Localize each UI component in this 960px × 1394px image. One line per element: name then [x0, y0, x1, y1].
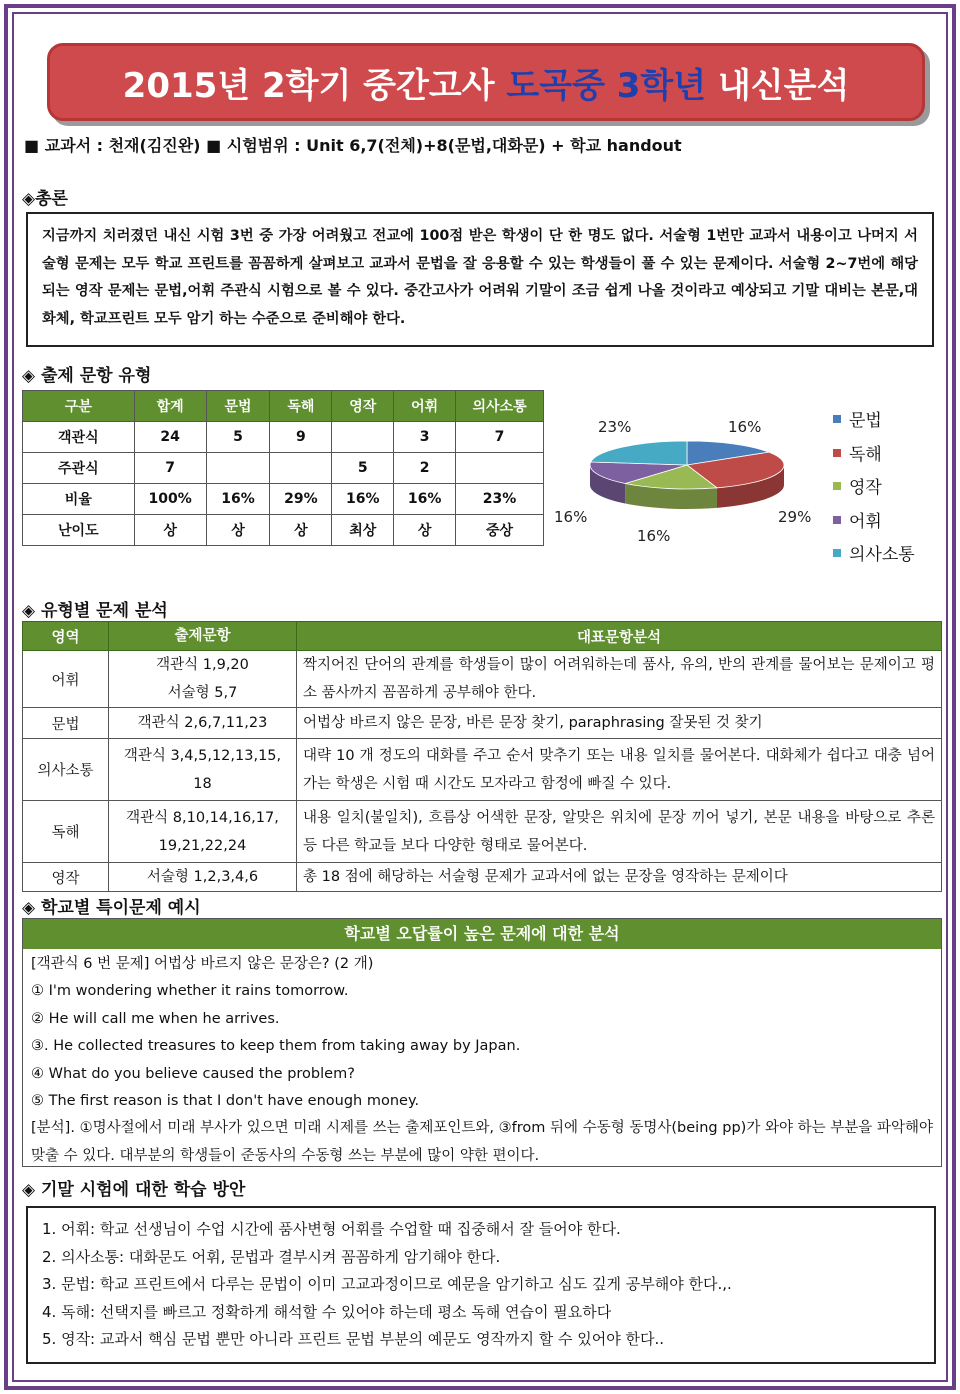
analysis-heading: ◈ 유형별 문제 분석 — [22, 601, 168, 621]
area-cell: 어휘 — [23, 651, 109, 708]
questions-line: 18 — [193, 775, 212, 792]
legend-swatch — [833, 482, 841, 490]
textbook-range-info: ■ 교과서 : 천재(김진완) ■ 시험범위 : Unit 6,7(전체)+8(문법,대화문) + 학교 handout — [24, 136, 682, 155]
question-analysis: [분석]. ①명사절에서 미래 부사가 있으면 미래 시제를 쓰는 출제포인트와, ③from 뒤에 수동형 동명사(being pp)가 와야 하는 부분을 파악해야 맞출 수 있다. 대부분의 학생들이 준동사의 수동형 쓰는 부분에 많이 약한 편이다. — [31, 1120, 933, 1164]
table-cell: 상 — [134, 515, 206, 546]
table-row — [23, 515, 544, 546]
special-box-title: 학교별 오답률이 높은 문제에 대한 분석 — [23, 919, 941, 949]
overview-box — [26, 212, 934, 347]
description-cell: 내용 일치(불일치), 흐름상 어색한 문장, 알맞은 위치에 문장 끼어 넣기, 본문 내용을 바탕으로 추론 등 다른 학교들 보다 다양한 형태로 물어본다. — [297, 801, 942, 863]
pie-label-communication: 23% — [598, 418, 632, 436]
table-cell — [270, 453, 332, 484]
pie-label-grammar: 16% — [728, 418, 762, 436]
header-cell: 의사소통 — [456, 391, 544, 422]
table-cell: 주관식 — [23, 453, 135, 484]
question-stem: [객관식 6 번 문제] 어법상 바르지 않은 문장은? (2 개) — [31, 956, 374, 972]
area-cell: 독해 — [23, 801, 109, 863]
legend-label: 의사소통 — [849, 545, 915, 565]
plan-heading: ◈ 기말 시험에 대한 학습 방안 — [22, 1180, 246, 1200]
header-cell: 대표문항분석 — [297, 622, 942, 651]
legend-label: 어휘 — [849, 511, 882, 532]
table-row — [23, 708, 942, 739]
plan-item: 5. 영작: 교과서 핵심 문법 뿐만 아니라 프린트 문법 부분의 예문도 영작까지 할 수 있어야 한다.. — [42, 1330, 665, 1349]
table-row — [23, 801, 942, 863]
legend-swatch — [833, 516, 841, 524]
option-3: ③. He collected treasures to keep them from taking away by Japan. — [31, 1038, 521, 1055]
table-row — [23, 739, 942, 801]
questions-cell — [109, 801, 297, 863]
description-cell: 총 18 점에 해당하는 서술형 문제가 교과서에 없는 문장을 영작하는 문제이다 — [297, 863, 942, 892]
table-row — [23, 453, 544, 484]
plan-item: 2. 의사소통: 대화문도 어휘, 문법과 결부시켜 꼼꼼하게 암기해야 한다. — [42, 1247, 501, 1266]
table-cell — [206, 453, 270, 484]
overview-text: 지금까지 치러졌던 내신 시험 3번 중 가장 어려웠고 전교에 100점 받은 학생이 단 한 명도 없다. 서술형 1번만 교과서 내용이고 나머지 서술형 문제는 모두 학교 프린트를 꼼꼼하게 살펴보고 교과서 문법을 잘 응용할 수 있는 학생들이 풀 수 있는 문제이다. 서술형 2~7번에 해당되는 영작 문제는 문법,어휘 주관식 시험으로 볼 수 있다. 중간고사가 어려워 기말이 조금 쉽게 나올 것이라고 예상되고 기말 대비는 본문,대화체, 학교프린트 모두 암기 하는 수준으로 준비해야 한다. — [42, 228, 918, 327]
table-cell: 16% — [394, 484, 456, 515]
table-cell: 7 — [456, 422, 544, 453]
title-text-1: 2015년 2학기 중간고사 — [122, 65, 507, 106]
table-row — [23, 651, 942, 708]
table-cell: 23% — [456, 484, 544, 515]
table-cell: 100% — [134, 484, 206, 515]
description-cell: 대략 10 개 정도의 대화를 주고 순서 맞추기 또는 내용 일치를 물어본다. 대화체가 쉽다고 대충 넘어가는 학생은 시험 때 시간도 모자라고 함정에 빠질 수 있다. — [297, 739, 942, 801]
table-header-row — [23, 622, 942, 651]
table-cell: 중상 — [456, 515, 544, 546]
question-types-heading: ◈ 출제 문항 유형 — [22, 366, 152, 386]
legend-label: 문법 — [849, 411, 882, 431]
option-4: ④ What do you believe caused the problem? — [31, 1065, 355, 1082]
title-banner — [47, 43, 925, 121]
questions-line: 서술형 5,7 — [167, 685, 238, 701]
legend-label: 영작 — [849, 478, 882, 498]
table-cell: 상 — [206, 515, 270, 546]
table-cell: 상 — [270, 515, 332, 546]
overview-heading: ◈총론 — [22, 189, 68, 209]
option-5: ⑤ The first reason is that I don't have enough money. — [31, 1093, 420, 1110]
header-cell: 독해 — [270, 391, 332, 422]
table-row — [23, 422, 544, 453]
table-cell: 7 — [134, 453, 206, 484]
header-cell: 합계 — [134, 391, 206, 422]
description-cell: 어법상 바르지 않은 문장, 바른 문장 찾기, paraphrasing 잘못된 것 찾기 — [297, 708, 942, 739]
area-cell: 영작 — [23, 863, 109, 892]
table-row — [23, 484, 544, 515]
option-2: ② He will call me when he arrives. — [31, 1010, 280, 1027]
title-school-grade: 도곡중 3학년 — [506, 65, 707, 106]
description-cell: 짝지어진 단어의 관계를 학생들이 많이 어려워하는데 품사, 유의, 반의 관계를 물어보는 문제이고 평소 품사까지 꼼꼼하게 공부해야 한다. — [297, 651, 942, 708]
table-cell: 3 — [394, 422, 456, 453]
table-cell: 5 — [206, 422, 270, 453]
header-cell: 구분 — [23, 391, 135, 422]
legend-swatch — [833, 549, 841, 557]
area-cell: 문법 — [23, 708, 109, 739]
option-1: ① I'm wondering whether it rains tomorrow. — [31, 983, 349, 1000]
table-cell: 5 — [332, 453, 394, 484]
questions-line: 객관식 8,10,14,16,17, — [126, 809, 279, 826]
questions-cell — [109, 651, 297, 708]
header-cell: 출제문항 — [109, 622, 297, 651]
area-cell: 의사소통 — [23, 739, 109, 801]
header-cell: 영역 — [23, 622, 109, 651]
table-row — [23, 863, 942, 892]
table-cell: 9 — [270, 422, 332, 453]
analysis-table — [22, 621, 942, 892]
table-header-row — [23, 391, 544, 422]
header-cell: 문법 — [206, 391, 270, 422]
question-types-table — [22, 390, 544, 546]
questions-cell: 서술형 1,2,3,4,6 — [109, 863, 297, 892]
table-cell: 16% — [332, 484, 394, 515]
legend-swatch — [833, 415, 841, 423]
questions-line: 19,21,22,24 — [158, 837, 247, 854]
table-cell: 2 — [394, 453, 456, 484]
plan-item: 3. 문법: 학교 프린트에서 다루는 문법이 이미 고교과정이므로 예문을 암기하고 심도 깊게 공부해야 한다.,. — [42, 1275, 732, 1294]
table-cell: 상 — [394, 515, 456, 546]
table-cell: 24 — [134, 422, 206, 453]
pie-label-writing: 16% — [637, 527, 671, 545]
special-question-box — [22, 918, 942, 1167]
questions-cell — [109, 739, 297, 801]
questions-cell: 객관식 2,6,7,11,23 — [109, 708, 297, 739]
title-text-2: 내신분석 — [706, 65, 850, 106]
pie-label-vocab: 16% — [554, 508, 588, 526]
table-cell — [456, 453, 544, 484]
table-cell: 비율 — [23, 484, 135, 515]
header-cell: 어휘 — [394, 391, 456, 422]
table-cell: 최상 — [332, 515, 394, 546]
plan-item: 1. 어휘: 학교 선생님이 수업 시간에 품사변형 어휘를 수업할 때 집중해서 잘 들어야 한다. — [42, 1220, 621, 1238]
legend-swatch — [833, 449, 841, 457]
study-plan-box — [26, 1206, 936, 1364]
plan-item: 4. 독해: 선택지를 빠르고 정확하게 해석할 수 있어야 하는데 평소 독해 연습이 필요하다 — [42, 1302, 612, 1321]
pie-slice-communication — [591, 441, 687, 465]
legend-label: 독해 — [849, 444, 882, 465]
special-heading: ◈ 학교별 특이문제 예시 — [22, 898, 201, 918]
table-cell: 16% — [206, 484, 270, 515]
header-cell: 영작 — [332, 391, 394, 422]
table-cell: 난이도 — [23, 515, 135, 546]
table-cell: 29% — [270, 484, 332, 515]
special-box-body — [23, 949, 941, 1172]
table-cell: 객관식 — [23, 422, 135, 453]
pie-label-reading: 29% — [778, 508, 812, 526]
questions-line: 객관식 3,4,5,12,13,15, — [123, 747, 282, 764]
table-cell — [332, 422, 394, 453]
questions-line: 객관식 1,9,20 — [156, 657, 249, 673]
